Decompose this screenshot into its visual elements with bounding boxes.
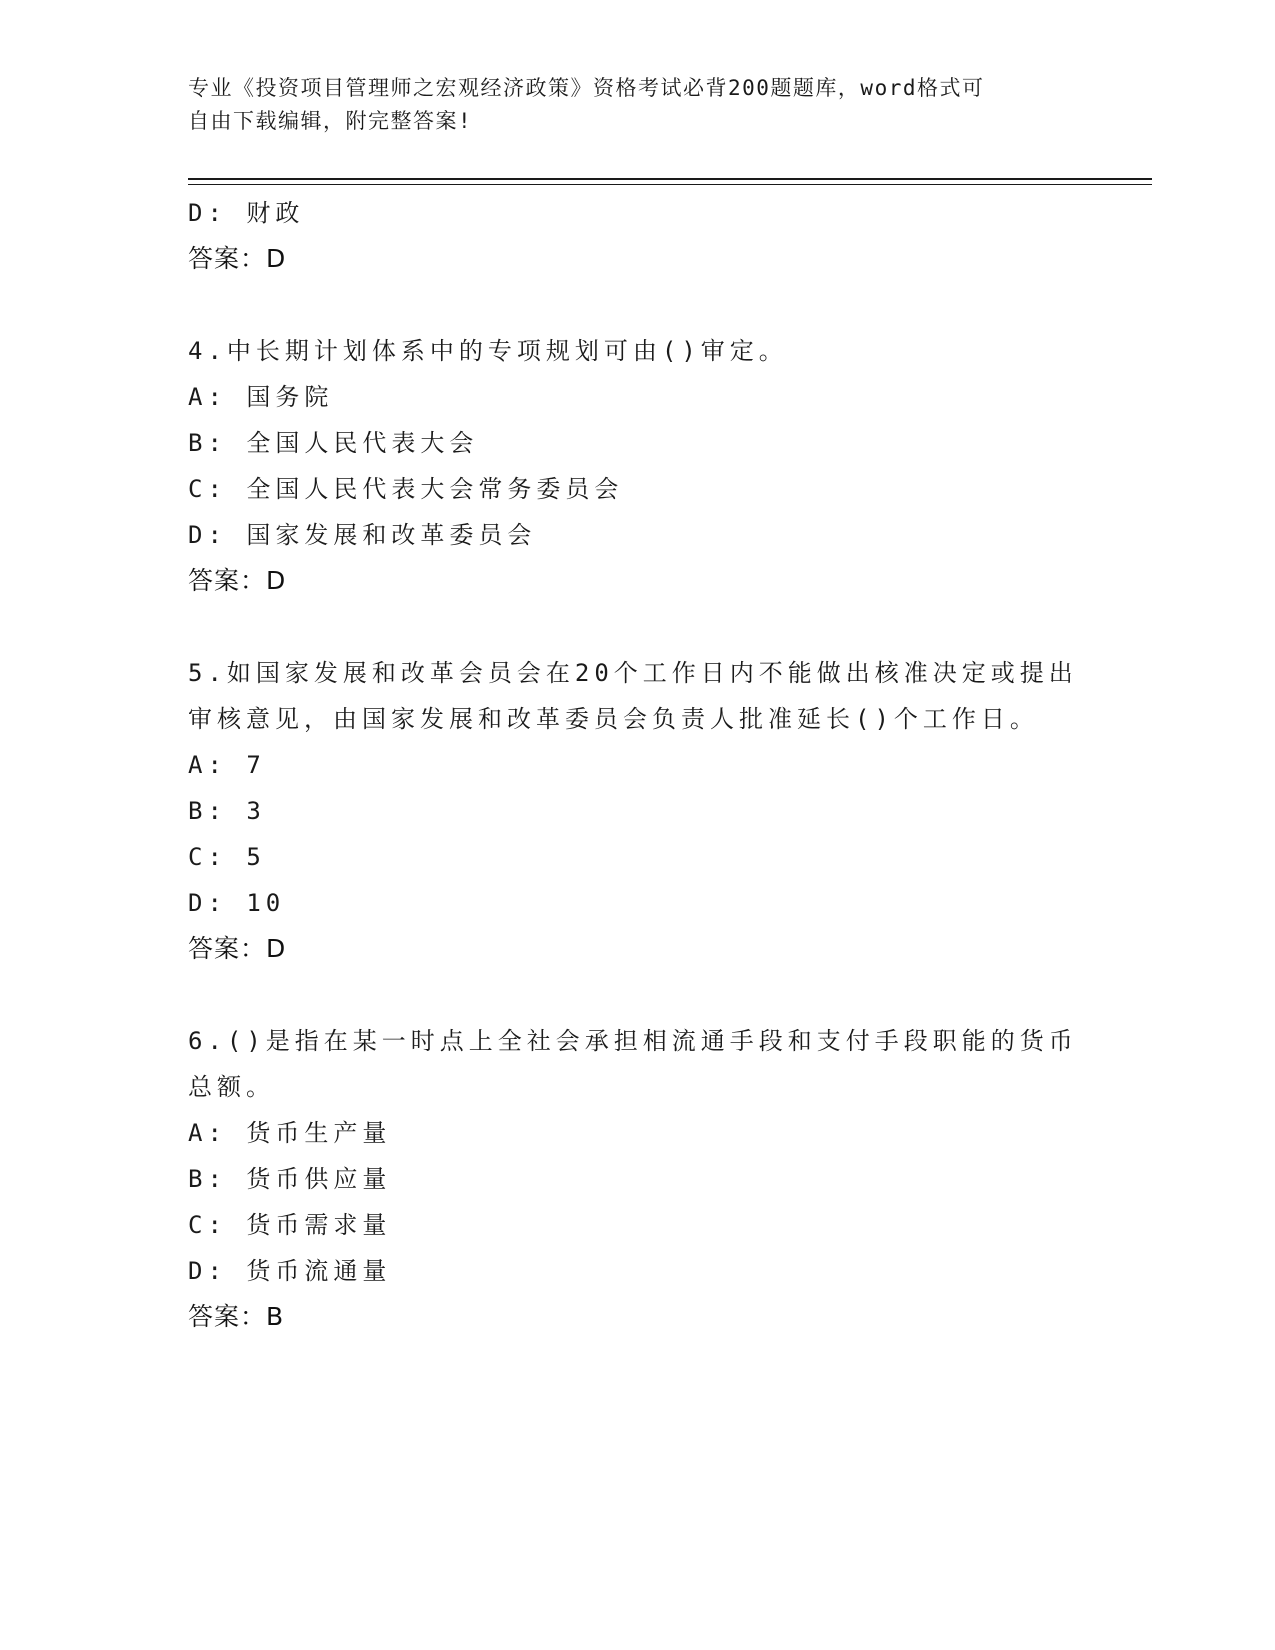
document-body bbox=[188, 190, 1088, 1340]
answer-line: 答案：B bbox=[188, 1302, 285, 1331]
question-block-prev bbox=[188, 190, 1088, 282]
answer-line: 答案：D bbox=[188, 566, 287, 595]
option-d: D: 货币流通量 bbox=[188, 1257, 392, 1285]
header-title-line-2: 自由下载编辑，附完整答案! bbox=[188, 109, 473, 133]
option-b: B: 3 bbox=[188, 797, 266, 825]
question-text-line-2: 总额。 bbox=[188, 1073, 275, 1101]
spacer bbox=[188, 604, 1088, 650]
option-d: D: 财政 bbox=[188, 199, 305, 227]
question-text-line-1: 6.()是指在某一时点上全社会承担相流通手段和支付手段职能的货币 bbox=[188, 1027, 1078, 1055]
question-text-line-2: 审核意见，由国家发展和改革委员会负责人批准延长()个工作日。 bbox=[188, 705, 1039, 733]
option-a: A: 国务院 bbox=[188, 383, 334, 411]
option-b: B: 货币供应量 bbox=[188, 1165, 392, 1193]
option-c: C: 5 bbox=[188, 843, 266, 871]
header-title-line-1: 专业《投资项目管理师之宏观经济政策》资格考试必背200题题库，word格式可 bbox=[188, 76, 985, 100]
question-text: 4.中长期计划体系中的专项规划可由()审定。 bbox=[188, 337, 788, 365]
spacer bbox=[188, 972, 1088, 1018]
header-divider-thick bbox=[188, 178, 1152, 180]
question-block-5 bbox=[188, 650, 1088, 972]
question-text-line-1: 5.如国家发展和改革会员会在20个工作日内不能做出核准决定或提出 bbox=[188, 659, 1078, 687]
option-c: C: 货币需求量 bbox=[188, 1211, 392, 1239]
option-c: C: 全国人民代表大会常务委员会 bbox=[188, 475, 624, 503]
option-d: D: 国家发展和改革委员会 bbox=[188, 521, 537, 549]
answer-line: 答案：D bbox=[188, 244, 287, 273]
question-block-4 bbox=[188, 328, 1088, 604]
page-header bbox=[188, 72, 1088, 138]
option-a: A: 7 bbox=[188, 751, 266, 779]
option-a: A: 货币生产量 bbox=[188, 1119, 392, 1147]
header-divider-thin bbox=[188, 184, 1152, 185]
question-block-6 bbox=[188, 1018, 1088, 1340]
answer-line: 答案：D bbox=[188, 934, 287, 963]
option-d: D: 10 bbox=[188, 889, 286, 917]
option-b: B: 全国人民代表大会 bbox=[188, 429, 479, 457]
spacer bbox=[188, 282, 1088, 328]
